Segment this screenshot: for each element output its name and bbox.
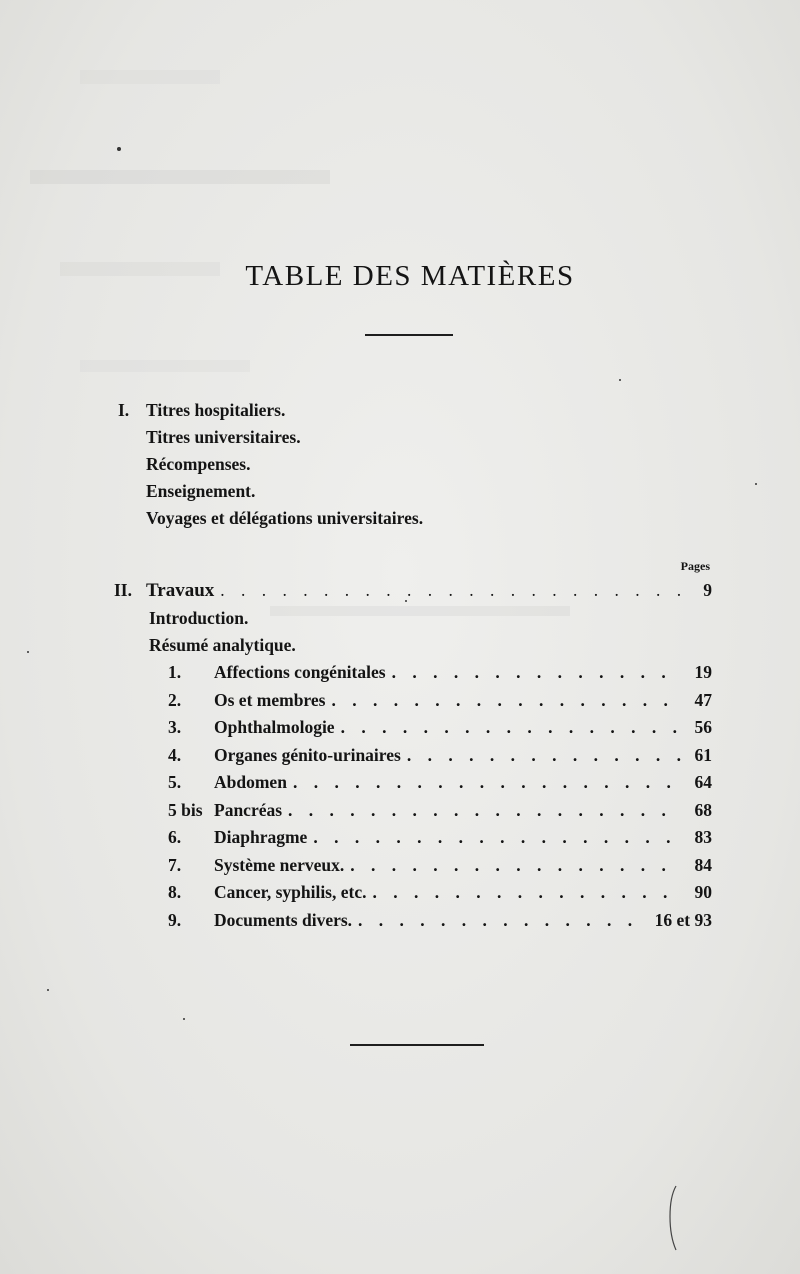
subsection-introduction: Introduction.	[149, 608, 249, 628]
entry-number: 5.	[168, 772, 182, 792]
page-number: 61	[694, 744, 712, 765]
toc-entry	[114, 797, 712, 825]
dot-leader	[288, 797, 682, 825]
entry-label: Cancer, syphilis, etc.	[214, 882, 367, 902]
dot-leader	[407, 742, 682, 770]
page-number: 83	[694, 827, 712, 847]
section-1-line: Voyages et délégations universitaires.	[146, 508, 424, 528]
entry-number: 4.	[168, 744, 182, 765]
page-number: 56	[694, 717, 712, 737]
toc-entry	[114, 852, 712, 880]
entry-label: Affections congénitales	[214, 662, 386, 682]
section-1-numeral: I.	[118, 400, 130, 420]
entry-label: Os et membres	[214, 689, 326, 710]
section-1-line-text: Titres hospitaliers.	[146, 400, 286, 420]
dot-leader	[220, 576, 682, 605]
dot-leader	[392, 659, 682, 687]
dot-leader	[331, 687, 682, 715]
entry-label: Ophthalmologie	[214, 717, 335, 737]
page-number: 47	[694, 689, 712, 710]
pages-column-header: Pages	[680, 559, 710, 573]
entry-label: Documents divers.	[214, 909, 353, 930]
toc-entry	[114, 742, 712, 770]
dot-leader	[372, 879, 682, 907]
page-number: 90	[694, 882, 712, 902]
section-1-line: Récompenses.	[146, 454, 251, 474]
entry-label: Abdomen	[214, 772, 287, 792]
entry-number: 7.	[168, 854, 182, 875]
section-1-line: Titres universitaires.	[146, 427, 301, 447]
section-2-label: Travaux	[146, 580, 215, 601]
section-1	[118, 397, 423, 532]
entry-number: 1.	[168, 662, 182, 682]
section-2	[114, 576, 712, 934]
subsection-resume: Résumé analytique.	[149, 635, 296, 655]
entry-number: 5 bis	[168, 799, 203, 820]
toc-entry	[114, 659, 712, 687]
dot-leader	[350, 852, 682, 880]
entry-number: 8.	[168, 882, 182, 902]
entry-number: 3.	[168, 717, 182, 737]
dot-leader	[341, 714, 682, 742]
page-number: 9	[703, 580, 712, 600]
dot-leader	[313, 824, 682, 852]
page-number: 68	[694, 799, 712, 820]
toc-entry	[114, 879, 712, 907]
toc-entry	[114, 907, 712, 935]
page-number: 84	[694, 854, 712, 875]
toc-entry	[114, 714, 712, 742]
entry-label: Pancréas	[214, 799, 283, 820]
entry-number: 6.	[168, 827, 182, 847]
entry-number: 9.	[168, 909, 182, 930]
page-number: 64	[694, 772, 712, 792]
dot-leader	[293, 769, 682, 797]
page-number: 19	[694, 662, 712, 682]
section-1-line: Enseignement.	[146, 481, 256, 501]
section-1-line	[118, 397, 423, 424]
entry-label: Diaphragme	[214, 827, 308, 847]
entry-number: 2.	[168, 689, 182, 710]
dot-leader	[358, 907, 649, 935]
closing-divider	[350, 1044, 484, 1046]
section-2-numeral: II.	[114, 580, 132, 600]
entry-label: Système nerveux.	[214, 854, 345, 875]
title-divider	[365, 334, 453, 336]
toc-entry	[114, 824, 712, 852]
entry-label: Organes génito-urinaires	[214, 744, 401, 765]
page-title: TABLE DES MATIÈRES	[245, 260, 575, 292]
section-2-heading	[114, 576, 712, 605]
page-number: 16 et 93	[654, 909, 712, 930]
toc-entry	[114, 769, 712, 797]
toc-entry	[114, 687, 712, 715]
